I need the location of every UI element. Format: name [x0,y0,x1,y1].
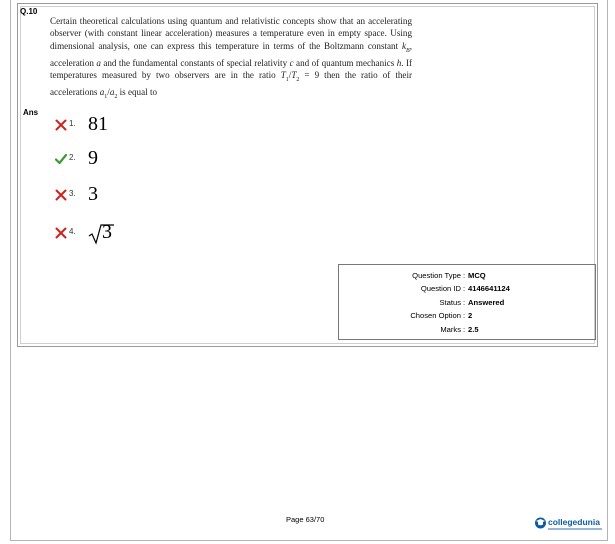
option-number: 1. [69,119,76,128]
info-value: 4146641124 [468,284,510,293]
info-label: Chosen Option [410,311,461,320]
info-label: Marks [440,325,461,334]
info-value: Answered [468,298,505,307]
info-value: MCQ [468,271,486,280]
check-icon [55,153,67,165]
cross-icon [55,189,67,201]
sqrt-expression [88,221,112,244]
info-label: Status [439,298,461,307]
info-row-question-id: Question ID : 4146641124 [420,284,510,293]
cross-icon [55,119,67,131]
info-row-question-type: Question Type : MCQ [412,271,486,280]
logo-text: collegedunia [548,517,600,527]
question-info-box [338,264,596,340]
radical-sign-icon [88,223,114,245]
info-value: 2 [468,311,473,320]
cross-icon [55,227,67,239]
info-value: 2.5 [468,325,479,334]
option-value: 3 [88,183,98,205]
info-row-marks: Marks : 2.5 [440,325,479,334]
question-text: Certain theoretical calculations using quantum and relativistic concepts show that an accelerating observer (with constant linear acceleration) measures a temperature even in empty space. Using dimensional analysis, one can express this temperature in terms of the Boltzmann constant $k_B$, acceleration a and the fundamental constants of special relativity c and of quantum mechanics h. If temperatures measured by two observers are in the ratio $T_1/T_2 = 9$ then the ratio of their accelerations $a_1/a_2$ is equal to [50,16,413,100]
option-number: 3. [69,189,76,198]
info-row-status: Status : Answered [439,298,505,307]
option-value: 81 [88,113,108,135]
option-number: 4. [69,227,76,236]
info-label: Question ID [420,284,461,293]
answer-label: Ans [23,108,39,117]
option-value [88,221,112,244]
option-value: 9 [88,147,98,169]
radicand: 3 [102,221,112,243]
graduation-cap-icon [534,516,547,529]
info-row-chosen-option: Chosen Option : 2 [410,311,473,320]
collegedunia-logo [534,516,606,536]
question-number: Q.10 [20,7,38,16]
option-number: 2. [69,153,76,162]
page-number: Page 63/70 [286,515,325,524]
logo-tagline-bar [548,528,602,530]
info-label: Question Type [412,271,461,280]
